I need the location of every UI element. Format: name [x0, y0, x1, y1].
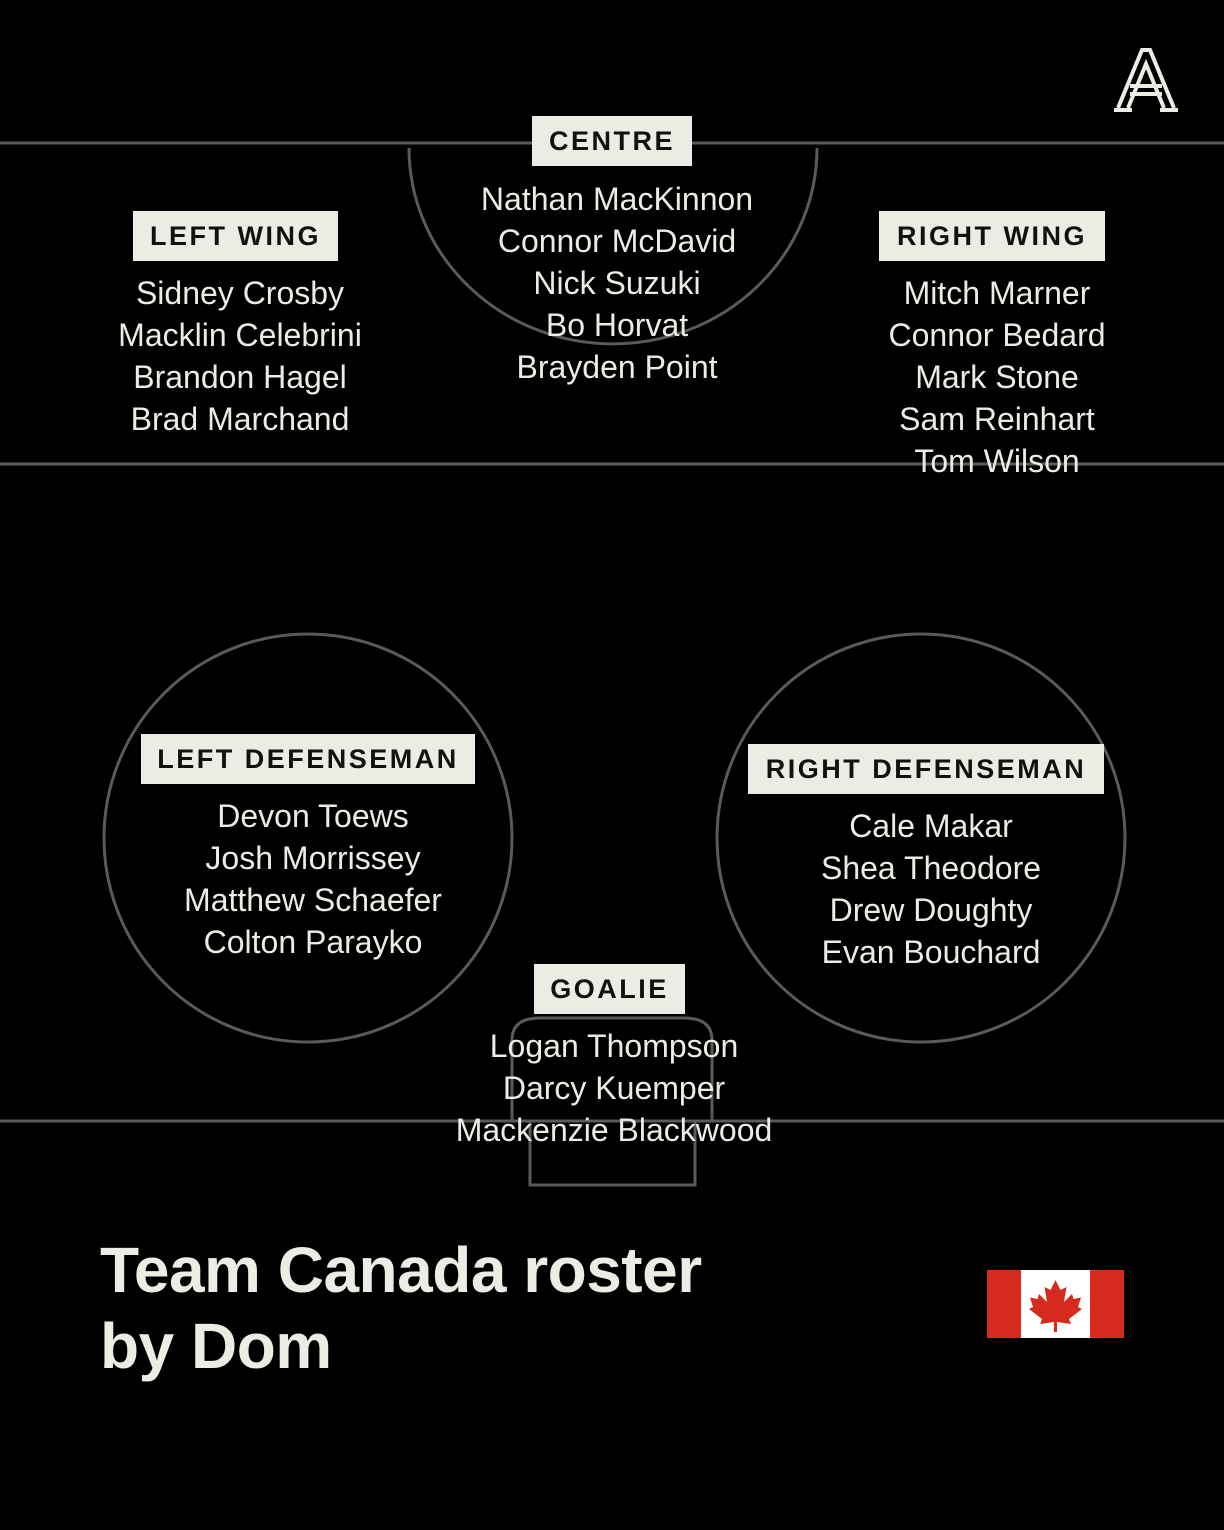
goalie-player-list [414, 1025, 814, 1151]
right-wing-player-list [837, 272, 1157, 482]
player-name: Brad Marchand [130, 401, 350, 437]
player-name: Shea Theodore [820, 850, 1042, 886]
goalie-label: GOALIE [534, 964, 685, 1014]
left-defenseman-player-list [153, 795, 473, 963]
player-name: Evan Bouchard [821, 934, 1041, 970]
player-name: Logan Thompson [489, 1028, 739, 1064]
player-name: Matthew Schaefer [184, 882, 442, 918]
title-line-1: Team Canada roster [100, 1234, 702, 1306]
right-defenseman-player-list [771, 805, 1091, 973]
player-name: Colton Parayko [203, 924, 423, 960]
player-name: Devon Toews [217, 798, 409, 834]
player-name: Brandon Hagel [133, 359, 347, 395]
left-wing-player-list [80, 272, 400, 440]
player-name: Drew Doughty [829, 892, 1033, 928]
player-name: Nick Suzuki [533, 265, 701, 301]
player-name: Sam Reinhart [899, 401, 1095, 437]
player-name: Bo Horvat [545, 307, 689, 343]
canada-flag-icon [987, 1270, 1124, 1338]
player-name: Tom Wilson [914, 443, 1080, 479]
centre-label: CENTRE [532, 116, 692, 166]
player-name: Sidney Crosby [135, 275, 345, 311]
player-name: Cale Makar [849, 808, 1013, 844]
left-defenseman-label: LEFT DEFENSEMAN [141, 734, 475, 784]
page-title [100, 1232, 702, 1384]
title-line-2: by Dom [100, 1310, 332, 1382]
player-name: Connor Bedard [888, 317, 1106, 353]
player-name: Macklin Celebrini [118, 317, 362, 353]
right-wing-label: RIGHT WING [879, 211, 1105, 261]
player-name: Mackenzie Blackwood [455, 1112, 773, 1148]
the-athletic-logo-icon [1112, 44, 1180, 114]
player-name: Brayden Point [516, 349, 718, 385]
centre-player-list [417, 178, 817, 388]
player-name: Nathan MacKinnon [480, 181, 754, 217]
left-wing-label: LEFT WING [133, 211, 338, 261]
player-name: Mark Stone [915, 359, 1079, 395]
player-name: Josh Morrissey [205, 840, 421, 876]
right-defenseman-label: RIGHT DEFENSEMAN [748, 744, 1104, 794]
player-name: Darcy Kuemper [502, 1070, 726, 1106]
player-name: Connor McDavid [497, 223, 737, 259]
player-name: Mitch Marner [903, 275, 1091, 311]
